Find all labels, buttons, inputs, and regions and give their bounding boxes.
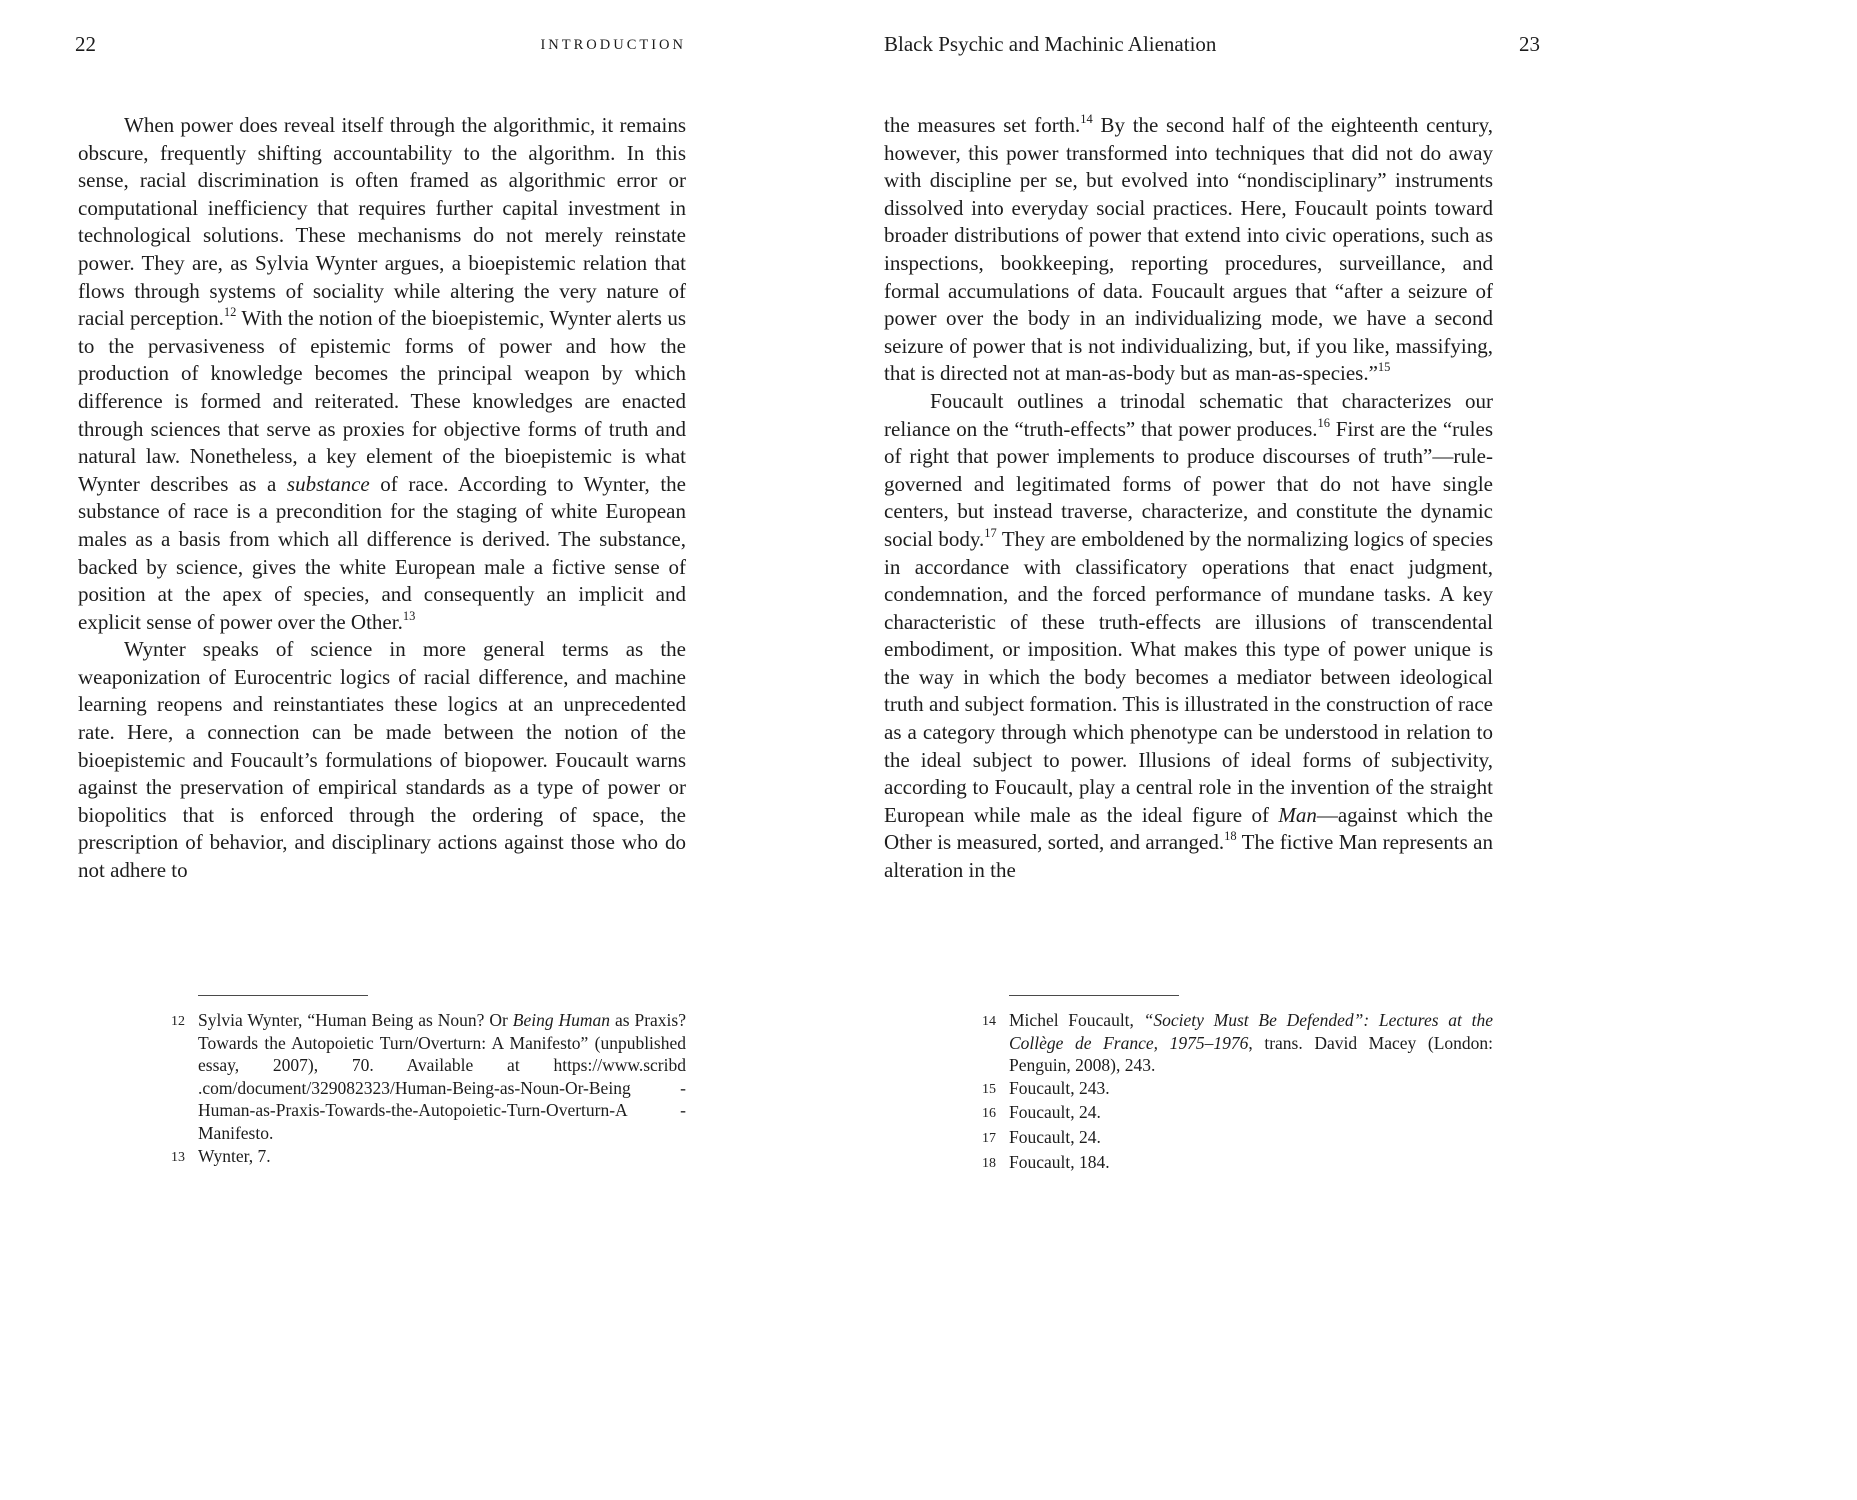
footnote-number: 15: [982, 1081, 996, 1097]
footnote-number: 16: [982, 1106, 996, 1122]
footnote-reference: 17: [984, 525, 997, 540]
footnotes-left: [171, 995, 686, 1169]
footnote-text: Michel Foucault, “Society Must Be Defended”: Lectures at the Collège de France, 1975–1976, trans. David Macey (London: Penguin, 2008), 243.: [1009, 1010, 1493, 1076]
footnote: [171, 1145, 686, 1170]
footnote-text: Foucault, 184.: [1009, 1151, 1110, 1172]
footnote-text: Wynter, 7.: [198, 1145, 271, 1166]
footnote: [982, 1151, 1493, 1176]
page-number-right: 23: [1519, 32, 1540, 56]
italic-text: Being Human: [512, 1010, 611, 1030]
page-body-right: [884, 112, 1493, 885]
paragraph: the measures set forth.$^{14}$ By the second half of the eighteenth century, however, this power transformed into techniques that did not do away with discipline per se, but evolved into “nondisciplinary” instruments dissolved into everyday social practices. Here, Foucault points toward broader distributions of power that extend into civic operations, such as inspections, bookkeeping, reporting procedures, surveillance, and formal accumulations of data. Foucault argues that “after a seizure of power over the body in an individualizing mode, we have a second seizure of power that is not individualizing, but, if you like, massifying, that is directed not at man-as-body but as man-as-species.”$^{15}$: [884, 112, 1493, 386]
footnote-text: Sylvia Wynter, “Human Being as Noun? Or Being Human as Praxis? Towards the Autopoietic Turn/Overturn: A Manifesto” (unpublished essay, 2007), 70. Available at https://www.scribd .com/document/329082323/Human-Being-as-Noun-Or-Being -Human-as-Praxis-Towards-the-Autopoietic-Turn-Overturn-A -Manifesto.: [198, 1010, 686, 1143]
footnote-separator-right: [1009, 995, 1179, 996]
italic-text: “Society Must Be Defended”: Lectures at the Collège de France, 1975–1976: [1009, 1010, 1493, 1053]
page-number-left: 22: [75, 32, 96, 56]
footnote-reference: 12: [223, 305, 237, 320]
running-head-left: INTRODUCTION: [540, 37, 686, 53]
footnote-separator-left: [198, 995, 368, 996]
footnote: [982, 1009, 1493, 1077]
footnote-number: 13: [171, 1149, 185, 1165]
footnote-text: Foucault, 24.: [1009, 1102, 1101, 1123]
footnote-list-left: [171, 1009, 686, 1169]
footnote-reference: 18: [1224, 829, 1237, 844]
italic-text: substance: [286, 471, 370, 496]
paragraph: Foucault outlines a trinodal schematic that characterizes our reliance on the “truth-effects” that power produces.$^{16}$ First are the “rules of right that power implements to produce discourses of truth”—rule-governed and legitimated forms of power that do not have single centers, but instead traverse, characterize, and constitute the dynamic social body.$^{17}$ They are emboldened by the normalizing logics of species in accordance with classificatory operations that enact judgment, condemnation, and the forced performance of mundane tasks. A key characteristic of these truth-effects are illusions of transcendental embodiment, or imposition. What makes this type of power unique is the way in which the body becomes a mediator between ideological truth and subject formation. This is illustrated in the construction of race as a category through which phenotype can be understood in relation to the ideal subject to power. Illusions of ideal forms of subjectivity, according to Foucault, play a central role in the invention of the straight European while male as the ideal figure of Man—against which the Other is measured, sorted, and arranged.$^{18}$ The fictive Man represents an alteration in the: [884, 388, 1493, 883]
footnote-number: 18: [982, 1155, 996, 1171]
footnote-text: Foucault, 24.: [1009, 1126, 1101, 1147]
footnote: [171, 1009, 686, 1145]
footnote-number: 12: [171, 1014, 185, 1029]
page-body-left: [78, 112, 686, 885]
footnote-reference: 16: [1317, 415, 1331, 430]
footnote-reference: 15: [1377, 360, 1391, 375]
footnote-list-right: [982, 1009, 1493, 1175]
italic-text: Man: [1278, 802, 1317, 827]
paragraph: Wynter speaks of science in more general terms as the weaponization of Eurocentric logics of racial difference, and machine learning reopens and reinstantiates these logics at an unprecedented rate. Here, a connection can be made between the notion of the bioepistemic and Foucault’s formulations of biopower. Foucault warns against the preservation of empirical standards as a type of power or biopolitics that is enforced through the ordering of space, the prescription of behavior, and disciplinary actions against those who do not adhere to: [78, 637, 686, 883]
footnote: [982, 1077, 1493, 1102]
footnote-number: 17: [982, 1130, 996, 1146]
paragraph: When power does reveal itself through the algorithmic, it remains obscure, frequently shifting accountability to the algorithm. In this sense, racial discrimination is often framed as algorithmic error or computational inefficiency that requires further capital investment in technological solutions. These mechanisms do not merely reinstate power. They are, as Sylvia Wynter argues, a bioepistemic relation that flows through systems of sociality while altering the very nature of racial perception.$^{12}$ With the notion of the bioepistemic, Wynter alerts us to the pervasiveness of epistemic forms of power and how the production of knowledge becomes the principal weapon by which difference is formed and reiterated. These knowledges are enacted through sciences that serve as proxies for objective forms of truth and natural law. Nonetheless, a key element of the bioepistemic is what Wynter describes as a substance of race. According to Wynter, the substance of race is a precondition for the staging of white European males as a basis from which all difference is derived. The substance, backed by science, gives the white European male a fictive sense of position at the apex of species, and consequently an implicit and explicit sense of power over the Other.$^{13}$: [78, 113, 686, 634]
footnotes-right: [982, 995, 1493, 1175]
footnote: [982, 1101, 1493, 1126]
footnote: [982, 1126, 1493, 1151]
running-head-right: Black Psychic and Machinic Alienation: [884, 32, 1217, 56]
footnote-reference: 14: [1080, 112, 1093, 126]
footnote-text: Foucault, 243.: [1009, 1077, 1110, 1098]
footnote-number: 14: [982, 1014, 996, 1029]
footnote-reference: 13: [402, 608, 416, 623]
